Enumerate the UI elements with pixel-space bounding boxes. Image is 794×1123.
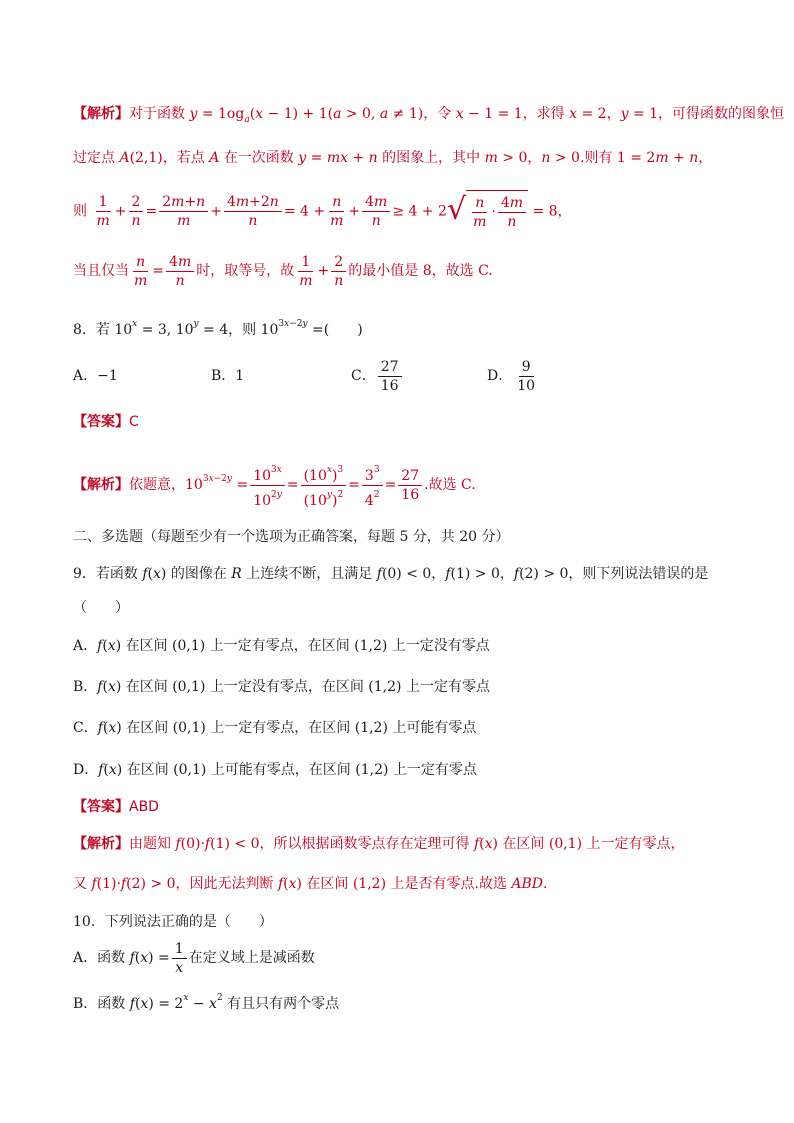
q10-stem: 10．下列说法正确的是（ ） [73,914,273,930]
q9-option-a: A．f(x) 在区间 (0,1) 上一定有零点，在区间 (1,2) 上一定没有零点 [73,638,490,654]
analysis-tag: 【解析】 [73,106,129,122]
q9-stem-line1: 9．若函数 f(x) 的图像在 R 上连续不断，且满足 f(0) < 0，f(1) > 0，f(2) > 0，则下列说法错误的是 [73,566,709,582]
q9-analysis-line1: 【解析】由题知 f(0)·f(1) < 0，所以根据函数零点存在定理可得 f(x) 在区间 (0,1) 上一定有零点， [73,836,685,852]
q8-analysis: 【解析】依题意，$10^{3x-2y}$ = $\frac{10^{3x}}{10^{2y}}$ = $\frac{(10^x)^3}{(10^y)^2}$ = $\frac{3^3}{4^2}$ = $\frac{27}{16}$ .故选 C. [73,452,754,512]
q8-option-b: B．1 [211,368,245,384]
q9-option-d: D．f(x) 在区间 (0,1) 上可能有零点，在区间 (1,2) 上一定有零点 [73,762,477,778]
section-heading: 二、多选题（每题至少有一个选项为正确答案，每题 5 分，共 20 分） [73,529,510,545]
q9-analysis-line2: 又 f(1)·f(2) > 0，因此无法判断 f(x) 在区间 (1,2) 上是否有零点.故选 ABD. [73,876,548,892]
analysis7-line2: 过定点 A(2,1)，若点 A 在一次函数 y = mx + n 的图象上，其中 m > 0，n > 0.则有 1 = 2m + n， [73,150,713,166]
q8-options [73,356,754,396]
q8-option-d: D． $\frac{9}{10}$ [487,358,536,394]
q9-option-c: C．f(x) 在区间 (0,1) 上一定有零点，在区间 (1,2) 上可能有零点 [73,720,477,736]
q8-option-c: C． $\frac{27}{16}$ [351,356,487,396]
analysis7-line1: 【解析】对于函数 $y = 1og_a(x - 1) + 1(a > 0$, a ≠ 1)，令 x − 1 = 1，求得 x = 2，y = 1，可得函数的图象恒 [73,106,785,125]
q10-option-b: B．函数 $f(x) = 2^x - x^2$ 有且只有两个零点 [73,993,340,1012]
q8-option-a: A．−1 [73,368,118,384]
q9-option-b: B．f(x) 在区间 (0,1) 上一定没有零点，在区间 (1,2) 上一定有零点 [73,679,490,695]
analysis7-line3: 则 $\frac{1}{m}$ + $\frac{2}{n}$ = $\frac{2m+n}{m}$ + $\frac{4m+2n}{n}$ = 4 + $\frac{n}{m}$ + $\frac{4m}{n}$ ≥ 4 + 2 √ $\frac{n}{m}$ · $\frac{4m}{n}$ = 8， [73,190,754,233]
q8-stem: 8．若 $10^x = 3$, $10^y = 4$，则 $10^{3x-2y}$ =( ) [73,319,363,338]
q8-answer: 【答案】C [73,414,139,430]
analysis7-line4: 当且仅当 $\frac{n}{m}$ = $\frac{4m}{n}$ 时，取等号，故 $\frac{1}{m}$ + $\frac{2}{n}$ 的最小值是 8，故选 C. [73,253,493,289]
q10-option-a: A．函数 f(x) = $\frac{1}{x}$ 在定义域上是减函数 [73,940,315,976]
q9-stem-line2: （ ） [73,600,129,616]
q9-answer: 【答案】ABD [73,799,159,815]
